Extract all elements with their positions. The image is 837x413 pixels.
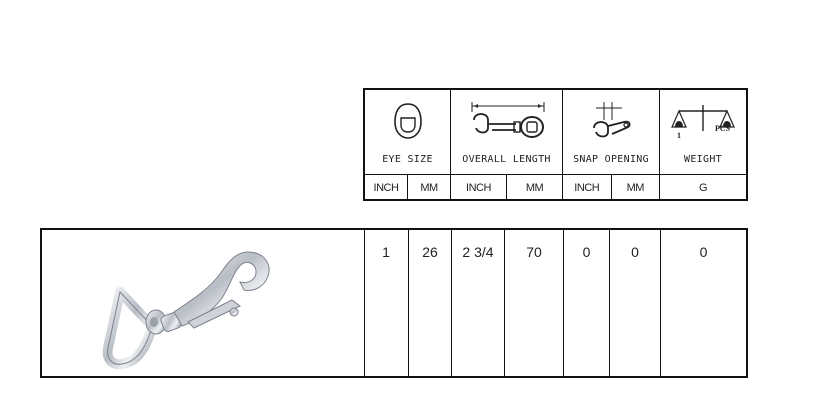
- product-row: [40, 228, 748, 378]
- snap-opening-column: [563, 90, 660, 199]
- overall-length-inch-value: 2 3/4: [452, 230, 505, 376]
- weight-column: [660, 90, 746, 199]
- overall-length-mm-unit: MM: [525, 181, 544, 194]
- spec-header-table: [363, 88, 748, 201]
- eye-size-mm-unit: MM: [420, 181, 438, 194]
- scale-icon-text: PCS: [715, 124, 731, 133]
- snap-hook-length-icon: [464, 98, 550, 144]
- scale-icon: [671, 101, 735, 141]
- overall-length-column: [451, 90, 563, 199]
- snap-opening-mm-value: 0: [610, 230, 661, 376]
- eye-size-inch-unit: INCH: [365, 175, 408, 200]
- product-image-cell: [42, 230, 365, 376]
- scale-icon-number: 1: [677, 131, 681, 140]
- snap-opening-inch-value: 0: [564, 230, 610, 376]
- overall-length-inch-unit: INCH: [451, 175, 507, 200]
- overall-length-mm-value: 70: [505, 230, 564, 376]
- eye-size-column: [365, 90, 451, 199]
- weight-g-unit: G: [698, 181, 708, 194]
- swivel-snap-hook-image: [42, 230, 364, 376]
- eye-ring-icon: [393, 101, 423, 141]
- overall-length-label: OVERALL LENGTH: [462, 154, 551, 165]
- snap-opening-label: SNAP OPENING: [573, 154, 649, 165]
- weight-g-value: 0: [699, 244, 708, 260]
- snap-opening-inch-unit: INCH: [563, 175, 612, 200]
- weight-label: WEIGHT: [684, 154, 722, 165]
- eye-size-mm-value: 26: [409, 230, 452, 376]
- eye-size-label: EYE SIZE: [382, 154, 433, 165]
- eye-size-inch-value: 1: [364, 230, 409, 376]
- snap-opening-icon: [586, 98, 636, 144]
- snap-opening-mm-unit: MM: [626, 181, 644, 194]
